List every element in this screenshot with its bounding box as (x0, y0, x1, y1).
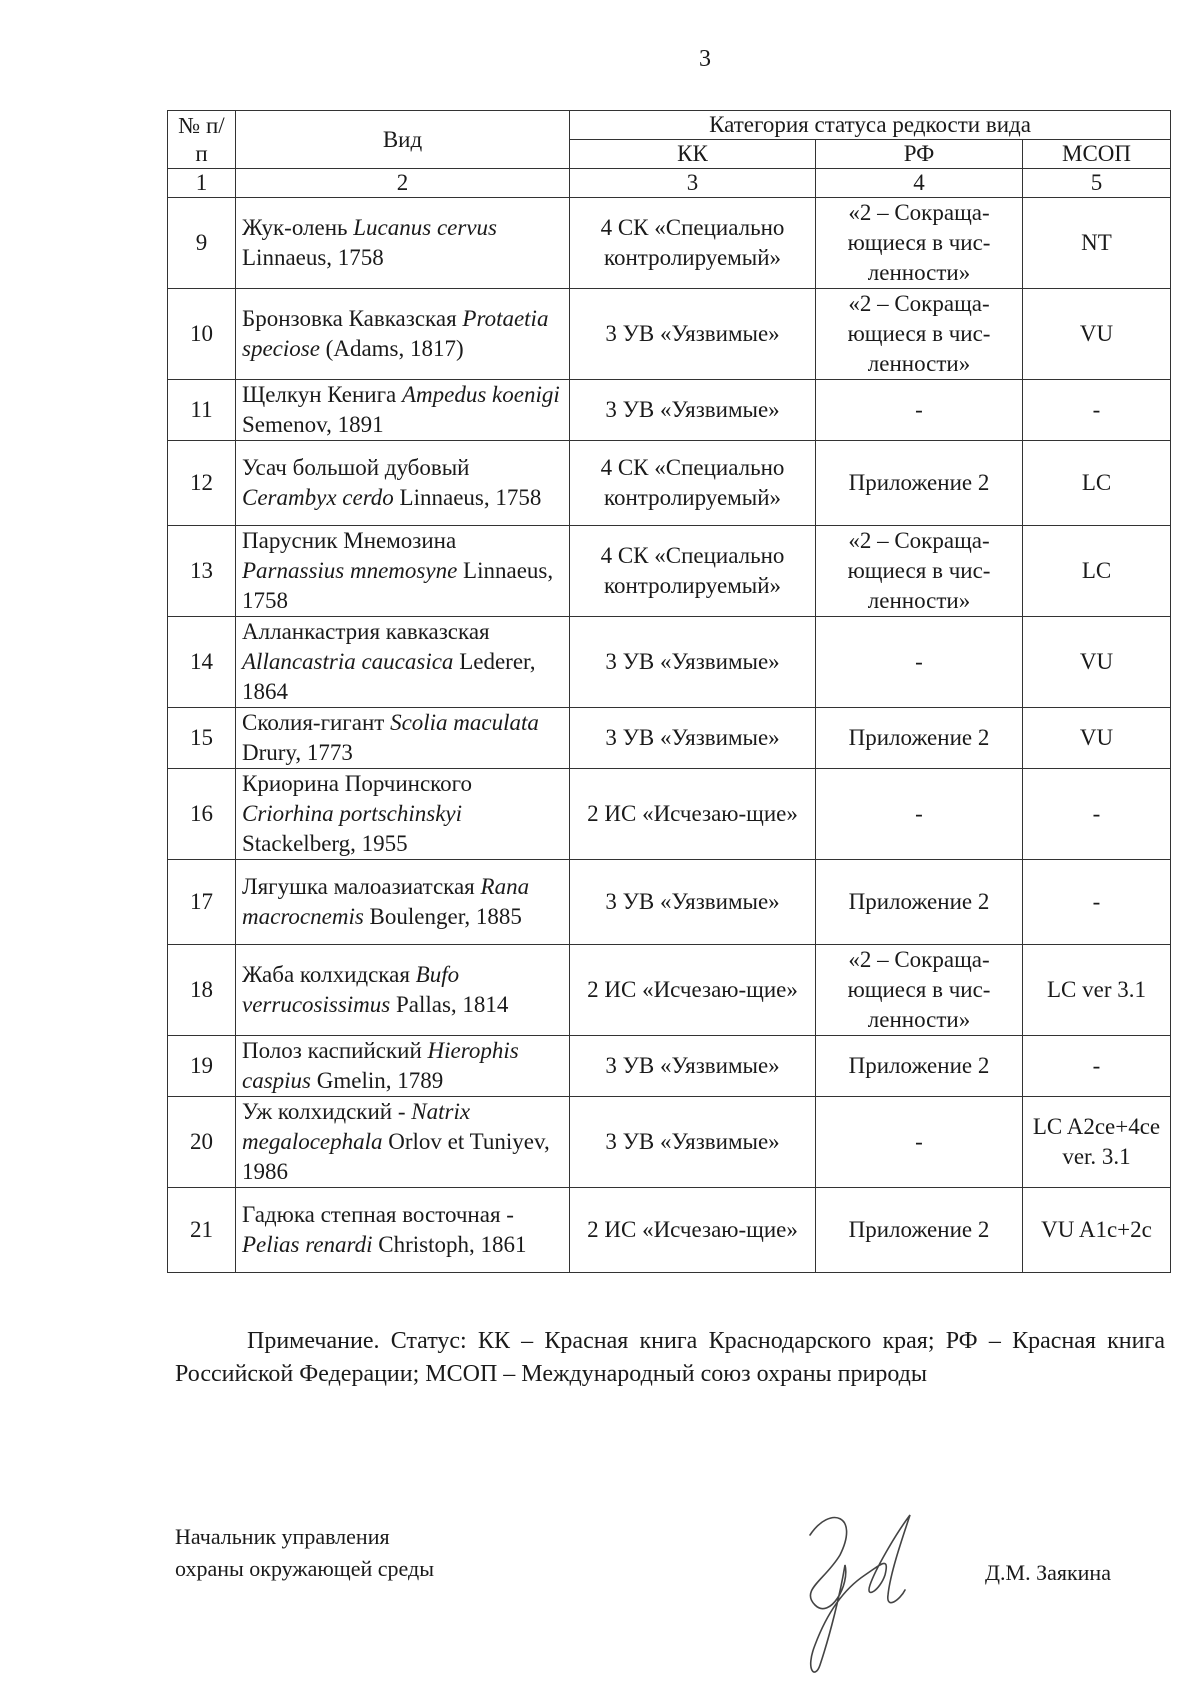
species-name (236, 1188, 570, 1273)
row-number: 16 (168, 769, 236, 860)
species-author: Boulenger, 1885 (363, 904, 522, 929)
mcop-status: LC (1023, 441, 1171, 526)
table-row (168, 289, 1171, 380)
kk-status: 4 СК «Специально контролируемый» (570, 526, 816, 617)
row-number: 21 (168, 1188, 236, 1273)
rf-status: «2 – Сокраща-ющиеся в чис-ленности» (816, 198, 1023, 289)
rf-status: Приложение 2 (816, 860, 1023, 945)
species-author: (Adams, 1817) (319, 336, 464, 361)
rf-status: «2 – Сокраща-ющиеся в чис-ленности» (816, 945, 1023, 1036)
rf-status: - (816, 769, 1023, 860)
row-number: 19 (168, 1036, 236, 1097)
species-name (236, 860, 570, 945)
row-number: 13 (168, 526, 236, 617)
species-name (236, 945, 570, 1036)
mcop-status: LC (1023, 526, 1171, 617)
mcop-status: NT (1023, 198, 1171, 289)
species-name (236, 380, 570, 441)
table-row (168, 1036, 1171, 1097)
species-author: Orlov et Tuniyev, 1986 (242, 1129, 550, 1184)
species-name (236, 708, 570, 769)
rf-status: Приложение 2 (816, 1036, 1023, 1097)
species-author: Linnaeus, 1758 (393, 485, 542, 510)
rf-status: «2 – Сокраща-ющиеся в чис-ленности» (816, 289, 1023, 380)
species-latin-name: Criorhina portschinskyi (242, 801, 463, 826)
mcop-status: - (1023, 769, 1171, 860)
page-number: 3 (699, 46, 711, 72)
table-row (168, 526, 1171, 617)
row-number: 9 (168, 198, 236, 289)
rf-status: - (816, 1097, 1023, 1188)
species-author: Linnaeus, 1758 (242, 558, 554, 613)
species-latin-name: Parnassius mnemosyne (242, 558, 458, 583)
signature-title-line1: Начальник управления (175, 1524, 390, 1549)
species-common-name: Сколия-гигант (242, 710, 391, 735)
species-author: Stackelberg, 1955 (242, 831, 408, 856)
signature-title-line2: охраны окружающей среды (175, 1556, 434, 1581)
mcop-status: VU (1023, 289, 1171, 380)
species-name (236, 289, 570, 380)
kk-status: 2 ИС «Исчезаю-щие» (570, 1188, 816, 1273)
mcop-status: - (1023, 860, 1171, 945)
species-author: Gmelin, 1789 (311, 1068, 444, 1093)
species-name (236, 617, 570, 708)
species-author: Lederer, 1864 (242, 649, 536, 704)
species-name (236, 198, 570, 289)
col-number: 2 (236, 169, 570, 198)
species-latin-name: Hierophis caspius (242, 1038, 519, 1093)
kk-status: 4 СК «Специально контролируемый» (570, 441, 816, 526)
species-latin-name: Cerambyx cerdo (242, 485, 394, 510)
signature-name: Д.М. Заякина (985, 1560, 1111, 1585)
species-name (236, 769, 570, 860)
col-number: 5 (1023, 169, 1171, 198)
species-author: Pallas, 1814 (390, 992, 509, 1017)
header-category: Категория статуса редкости вида (570, 111, 1171, 140)
species-author: Linnaeus, 1758 (242, 245, 384, 270)
species-author: Semenov, 1891 (242, 412, 384, 437)
species-common-name: Бронзовка Кавказская (242, 306, 463, 331)
rf-status: Приложение 2 (816, 1188, 1023, 1273)
kk-status: 3 УВ «Уязвимые» (570, 708, 816, 769)
row-number: 18 (168, 945, 236, 1036)
table-row (168, 441, 1171, 526)
kk-status: 4 СК «Специально контролируемый» (570, 198, 816, 289)
kk-status: 3 УВ «Уязвимые» (570, 380, 816, 441)
species-name (236, 441, 570, 526)
kk-status: 3 УВ «Уязвимые» (570, 1097, 816, 1188)
species-common-name: Лягушка малоазиатская (242, 874, 481, 899)
header-mcop: МСОП (1023, 140, 1171, 169)
species-table (167, 110, 1171, 1273)
mcop-status: - (1023, 380, 1171, 441)
species-name (236, 526, 570, 617)
species-common-name: Щелкун Кенига (242, 382, 402, 407)
table-row (168, 708, 1171, 769)
table-row (168, 198, 1171, 289)
row-number: 20 (168, 1097, 236, 1188)
species-common-name: Парусник Мнемозина (242, 528, 457, 553)
row-number: 17 (168, 860, 236, 945)
mcop-status: LC A2ce+4ce ver. 3.1 (1023, 1097, 1171, 1188)
species-latin-name: Pelias renardi (242, 1232, 373, 1257)
species-common-name: Криорина Порчинского (242, 771, 473, 796)
species-latin-name: Allancastria caucasica (242, 649, 454, 674)
table-row (168, 380, 1171, 441)
mcop-status: VU (1023, 617, 1171, 708)
species-latin-name: Rana macrocnemis (242, 874, 530, 929)
table-row (168, 1097, 1171, 1188)
species-common-name: Усач большой дубовый (242, 455, 470, 480)
table-row (168, 769, 1171, 860)
species-latin-name: Natrix megalocephala (242, 1099, 471, 1154)
kk-status: 3 УВ «Уязвимые» (570, 617, 816, 708)
kk-status: 2 ИС «Исчезаю-щие» (570, 945, 816, 1036)
mcop-status: VU (1023, 708, 1171, 769)
kk-status: 2 ИС «Исчезаю-щие» (570, 769, 816, 860)
row-number: 10 (168, 289, 236, 380)
species-latin-name: Lucanus cervus (353, 215, 497, 240)
col-number: 3 (570, 169, 816, 198)
species-latin-name: Scolia maculata (390, 710, 539, 735)
col-number: 4 (816, 169, 1023, 198)
note-text: Примечание. Статус: КК – Красная книга Краснодарского края; РФ – Красная книга Российской Федерации; МСОП – Международный союз охраны природы (175, 1328, 1165, 1387)
species-common-name: Алланкастрия кавказская (242, 619, 490, 644)
species-name (236, 1097, 570, 1188)
species-name (236, 1036, 570, 1097)
header-species: Вид (236, 111, 570, 169)
header-rf: РФ (816, 140, 1023, 169)
species-author: Drury, 1773 (242, 740, 353, 765)
row-number: 15 (168, 708, 236, 769)
table-row (168, 945, 1171, 1036)
species-latin-name: Bufo verrucosissimus (242, 962, 460, 1017)
rf-status: Приложение 2 (816, 441, 1023, 526)
table-row (168, 1188, 1171, 1273)
header-kk: КК (570, 140, 816, 169)
rf-status: - (816, 617, 1023, 708)
rf-status: Приложение 2 (816, 708, 1023, 769)
kk-status: 3 УВ «Уязвимые» (570, 1036, 816, 1097)
species-common-name: Гадюка степная восточная - (242, 1202, 514, 1227)
header-num: № п/п (168, 111, 236, 169)
kk-status: 3 УВ «Уязвимые» (570, 289, 816, 380)
species-common-name: Полоз каспийский (242, 1038, 428, 1063)
species-latin-name: Ampedus koenigi (401, 382, 560, 407)
table-row (168, 860, 1171, 945)
signature-title (175, 1521, 434, 1585)
row-number: 11 (168, 380, 236, 441)
rf-status: «2 – Сокраща-ющиеся в чис-ленности» (816, 526, 1023, 617)
species-common-name: Жаба колхидская (242, 962, 416, 987)
mcop-status: - (1023, 1036, 1171, 1097)
col-number: 1 (168, 169, 236, 198)
kk-status: 3 УВ «Уязвимые» (570, 860, 816, 945)
rf-status: - (816, 380, 1023, 441)
species-latin-name: Protaetia speciose (242, 306, 549, 361)
species-author: Christoph, 1861 (372, 1232, 527, 1257)
row-number: 12 (168, 441, 236, 526)
mcop-status: VU A1c+2c (1023, 1188, 1171, 1273)
row-number: 14 (168, 617, 236, 708)
table-row (168, 617, 1171, 708)
mcop-status: LC ver 3.1 (1023, 945, 1171, 1036)
species-common-name: Уж колхидский - (242, 1099, 412, 1124)
species-common-name: Жук-олень (242, 215, 354, 240)
handwritten-signature (770, 1495, 920, 1685)
